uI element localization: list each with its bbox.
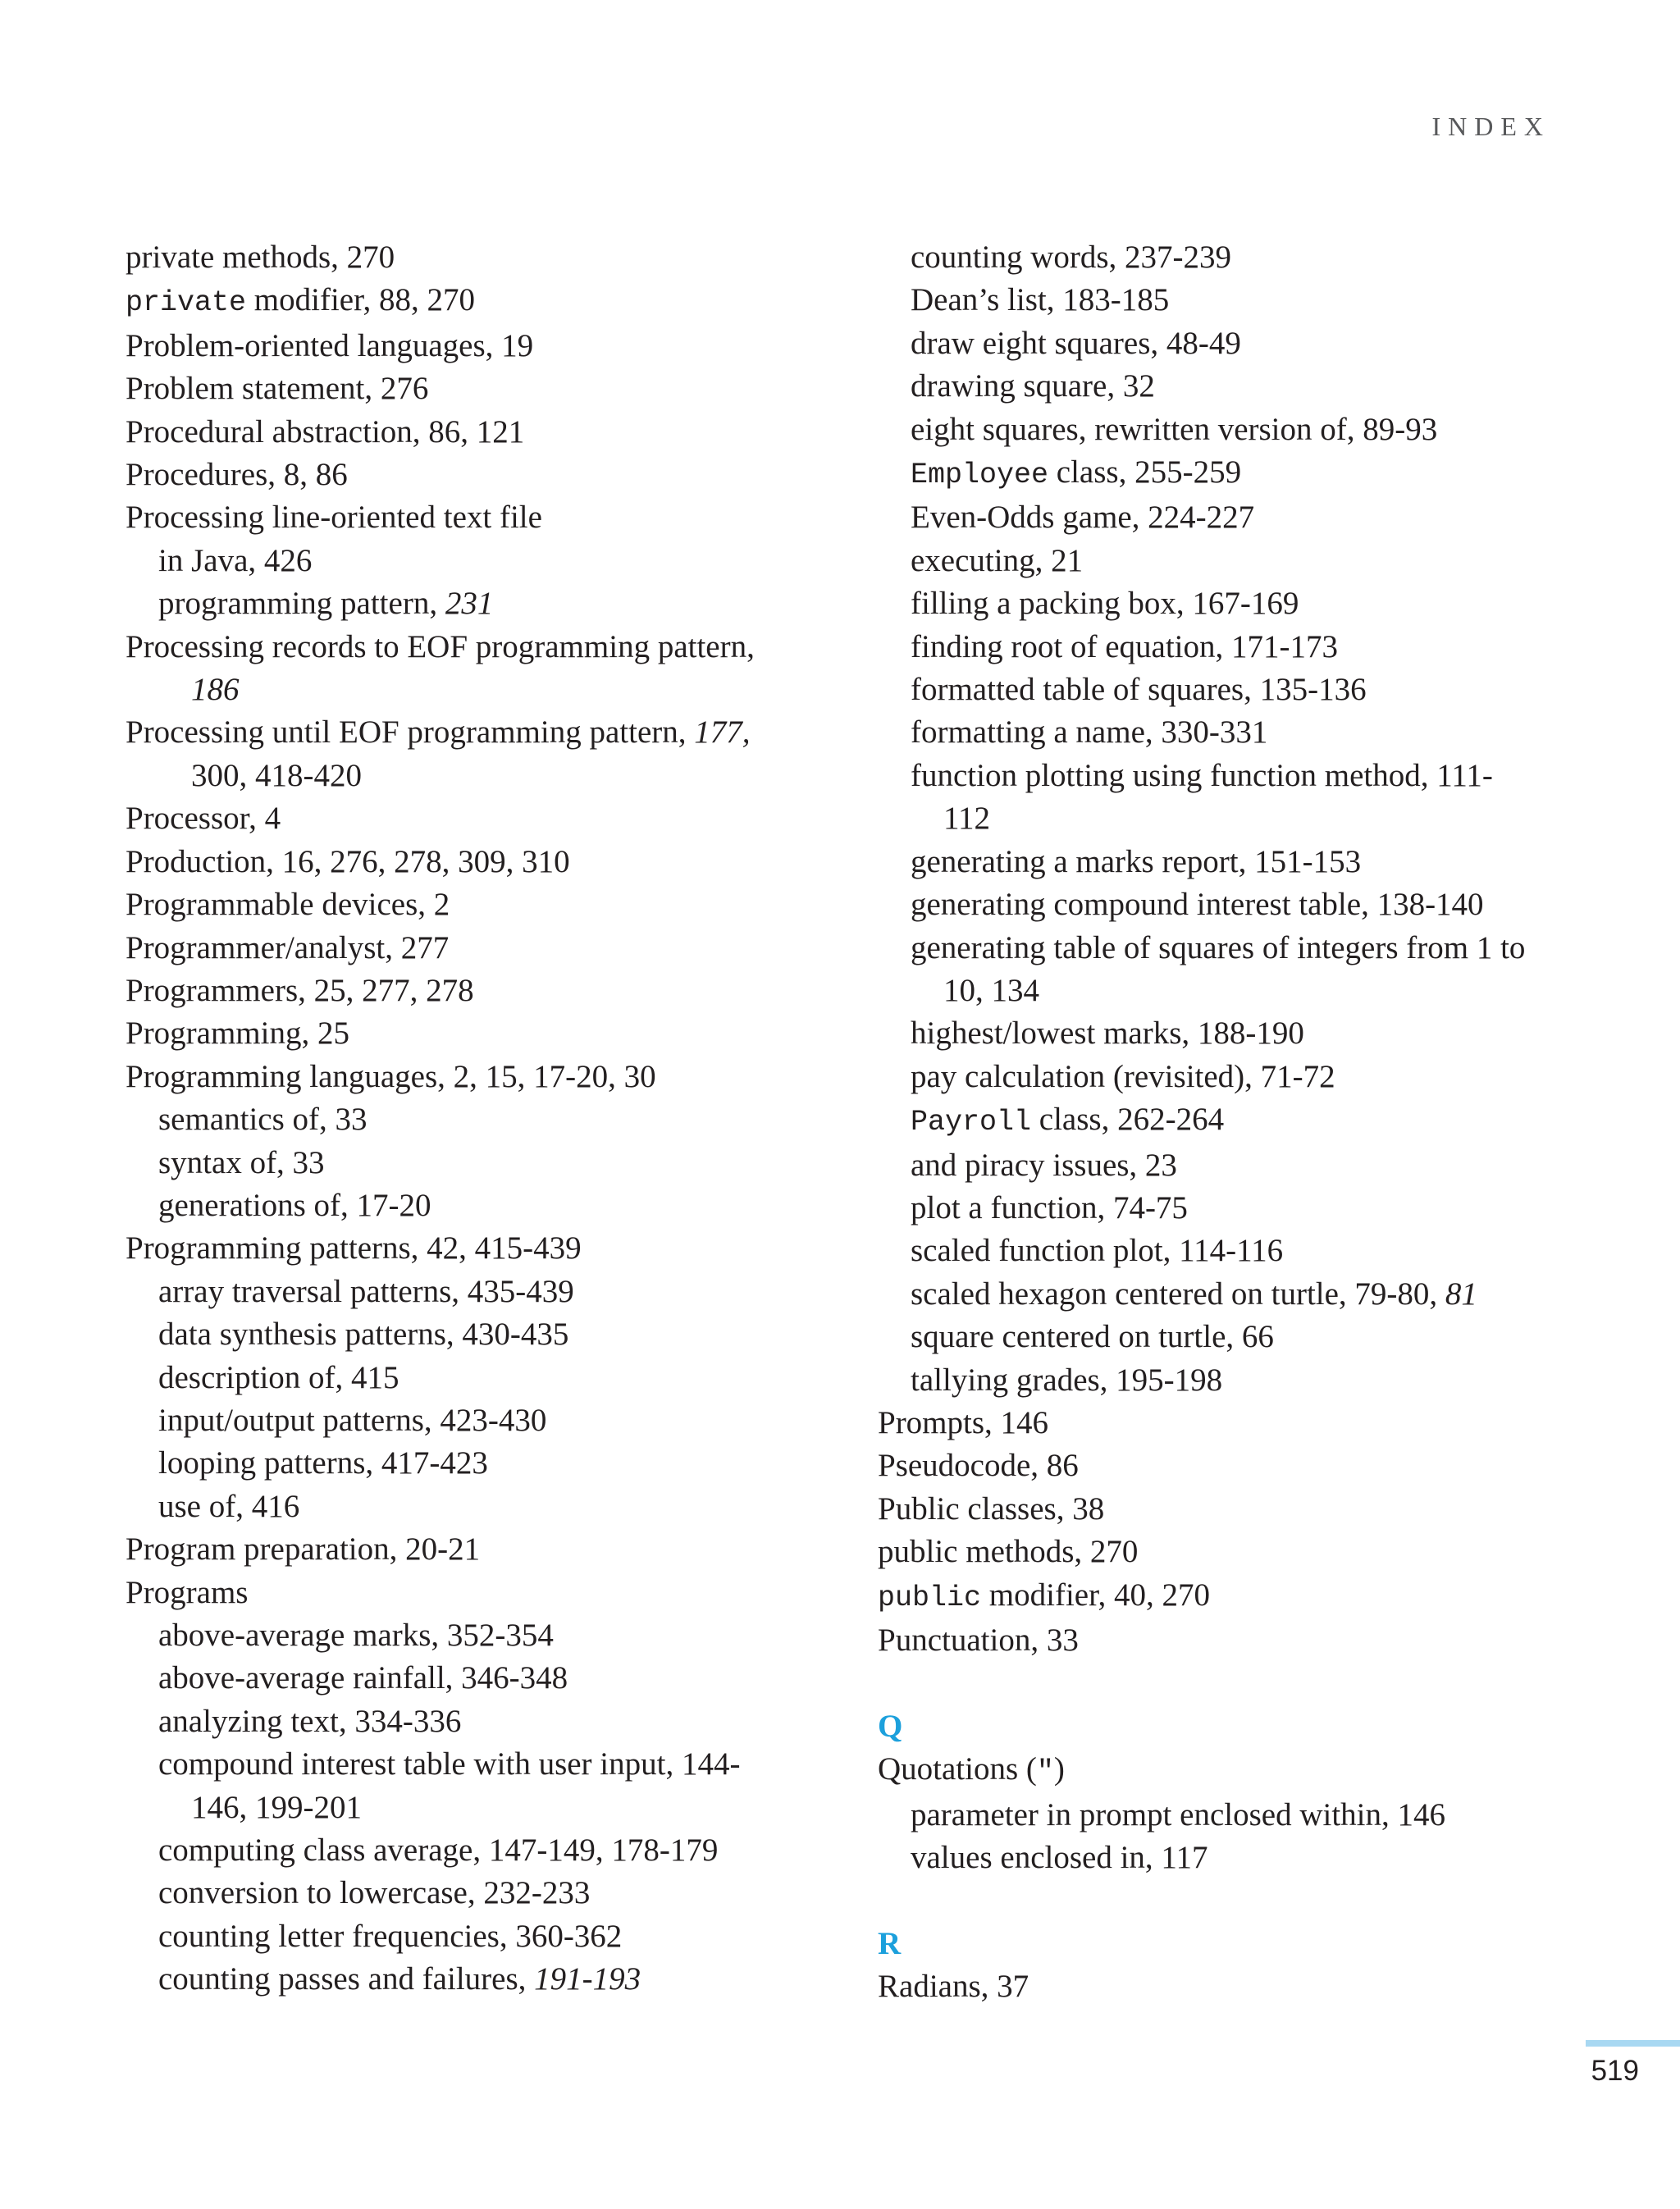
- entry-text: above-average rainfall, 346-348: [158, 1660, 568, 1696]
- index-continuation: [126, 755, 864, 797]
- entry-text: Procedures, 8, 86: [126, 457, 348, 493]
- entry-text: use of, 416: [158, 1488, 300, 1524]
- index-entry: [126, 236, 864, 279]
- index-subentry: [878, 669, 1575, 711]
- entry-text: Programming, 25: [126, 1016, 349, 1052]
- entry-text: scaled hexagon centered on turtle, 79-80,: [911, 1276, 1445, 1312]
- entry-text: finding root of equation, 171-173: [911, 628, 1338, 664]
- entry-text: Programmers, 25, 277, 278: [126, 972, 474, 1008]
- entry-text: Programmable devices, 2: [126, 887, 450, 923]
- index-subentry: [878, 1837, 1575, 1879]
- italic-page-ref: 177,: [694, 714, 751, 751]
- index-subentry: [126, 1872, 864, 1915]
- entry-text: Processor, 4: [126, 801, 281, 837]
- entry-text: Programs: [126, 1574, 249, 1610]
- index-subentry: [878, 1012, 1575, 1055]
- index-subentry: [126, 1743, 864, 1786]
- italic-page-ref: 231: [445, 586, 494, 622]
- index-subentry: [126, 540, 864, 582]
- index-subentry: [126, 1614, 864, 1657]
- entry-text: data synthesis patterns, 430-435: [158, 1317, 569, 1353]
- italic-page-ref: 191-193: [534, 1961, 641, 1997]
- index-subentry: [878, 582, 1575, 625]
- index-entry: [126, 970, 864, 1012]
- index-subentry: [126, 1829, 864, 1872]
- index-subentry: [878, 1187, 1575, 1230]
- index-entry: [878, 1445, 1575, 1487]
- entry-text: generations of, 17-20: [158, 1187, 431, 1223]
- italic-page-ref: 186: [191, 672, 240, 708]
- index-subentry: [878, 711, 1575, 754]
- running-head: INDEX: [1431, 112, 1550, 141]
- index-subentry: [878, 1230, 1575, 1272]
- entry-text: drawing square, 32: [911, 368, 1155, 404]
- index-subentry: [126, 1657, 864, 1700]
- index-continuation: [878, 970, 1575, 1012]
- entry-text: Programming languages, 2, 15, 17-20, 30: [126, 1058, 656, 1094]
- code-term: ": [1036, 1755, 1054, 1789]
- entry-text: Problem statement, 276: [126, 371, 429, 407]
- section-letter: R: [878, 1925, 902, 1961]
- code-term: Employee: [911, 459, 1049, 492]
- entry-text: input/output patterns, 423-430: [158, 1402, 547, 1438]
- index-subentry: [878, 496, 1575, 539]
- index-entry: [878, 1531, 1575, 1573]
- entry-text: Procedural abstraction, 86, 121: [126, 413, 525, 450]
- entry-text: computing class average, 147-149, 178-179: [158, 1832, 719, 1869]
- entry-text: modifier, 88, 270: [246, 282, 476, 318]
- entry-text: generating table of squares of integers from 1 to: [911, 929, 1526, 965]
- entry-text: Even-Odds game, 224-227: [911, 500, 1255, 536]
- index-subentry: [878, 408, 1575, 451]
- index-subentry: [878, 279, 1575, 322]
- index-entry: [126, 1056, 864, 1098]
- index-subentry: [878, 1359, 1575, 1402]
- entry-text: 10, 134: [943, 972, 1039, 1008]
- entry-text: eight squares, rewritten version of, 89-93: [911, 411, 1438, 447]
- index-subentry: [878, 365, 1575, 408]
- index-subentry: [878, 1056, 1575, 1098]
- index-entry: [126, 1528, 864, 1571]
- index-entry: [126, 367, 864, 410]
- index-subentry: [878, 841, 1575, 883]
- index-subentry: [878, 1794, 1575, 1837]
- code-term: public: [878, 1581, 982, 1614]
- entry-text: description of, 415: [158, 1359, 399, 1395]
- entry-text: Dean’s list, 183-185: [911, 282, 1170, 318]
- index-entry: [878, 1574, 1575, 1619]
- index-subentry: [878, 451, 1575, 496]
- entry-text: programming pattern,: [158, 586, 445, 622]
- entry-text: 300, 418-420: [191, 757, 362, 793]
- entry-text: class, 262-264: [1031, 1102, 1225, 1138]
- index-subentry: [126, 1271, 864, 1313]
- entry-text: executing, 21: [911, 542, 1084, 578]
- entry-text: pay calculation (revisited), 71-72: [911, 1058, 1335, 1094]
- entry-text: filling a packing box, 167-169: [911, 586, 1299, 622]
- code-term: private: [126, 286, 247, 320]
- index-entry: [878, 1619, 1575, 1662]
- entry-text: class, 255-259: [1048, 454, 1242, 491]
- entry-text: Production, 16, 276, 278, 309, 310: [126, 843, 570, 879]
- index-column-left: [126, 236, 864, 2001]
- entry-text: Processing line-oriented text file: [126, 500, 542, 536]
- page-number: 519: [1591, 2055, 1639, 2087]
- entry-text: looping patterns, 417-423: [158, 1445, 488, 1481]
- entry-text: 112: [943, 801, 991, 837]
- index-subentry: [878, 236, 1575, 279]
- entry-text: function plotting using function method, 111-: [911, 757, 1493, 793]
- index-entry: [126, 496, 864, 539]
- index-subentry: [878, 626, 1575, 669]
- entry-text: counting passes and failures,: [158, 1961, 535, 1997]
- entry-text: draw eight squares, 48-49: [911, 325, 1241, 361]
- index-subentry: [126, 1915, 864, 1958]
- index-entry: [126, 454, 864, 496]
- index-entry: [126, 1572, 864, 1614]
- entry-text: tallying grades, 195-198: [911, 1362, 1223, 1398]
- index-subentry: [126, 1313, 864, 1356]
- entry-text: highest/lowest marks, 188-190: [911, 1016, 1304, 1052]
- entry-text: public methods, 270: [878, 1534, 1139, 1570]
- index-subentry: [126, 1442, 864, 1485]
- index-entry: [126, 927, 864, 970]
- entry-text: counting letter frequencies, 360-362: [158, 1918, 623, 1954]
- entry-text: parameter in prompt enclosed within, 146: [911, 1796, 1445, 1832]
- index-continuation: [126, 669, 864, 711]
- entry-text: Pseudocode, 86: [878, 1448, 1079, 1484]
- index-entry: [126, 883, 864, 926]
- index-subentry: [878, 540, 1575, 582]
- entry-text: Public classes, 38: [878, 1490, 1105, 1527]
- index-subentry: [126, 1142, 864, 1184]
- section-letter: Q: [878, 1708, 903, 1744]
- entry-text: generating compound interest table, 138-140: [911, 887, 1484, 923]
- index-entry: [126, 325, 864, 367]
- index-entry: [878, 1488, 1575, 1531]
- index-entry: [126, 1012, 864, 1055]
- entry-text: square centered on turtle, 66: [911, 1319, 1274, 1355]
- entry-text: Programmer/analyst, 277: [126, 929, 450, 965]
- index-subentry: [878, 1273, 1575, 1316]
- index-subentry: [126, 1098, 864, 1141]
- index-subentry: [126, 1184, 864, 1227]
- index-entry: [126, 1227, 864, 1270]
- index-entry: [126, 411, 864, 454]
- index-subentry: [126, 1357, 864, 1399]
- index-subentry: [878, 322, 1575, 365]
- entry-text: syntax of, 33: [158, 1144, 325, 1180]
- entry-text: array traversal patterns, 435-439: [158, 1273, 574, 1309]
- entry-text: Quotations (: [878, 1751, 1037, 1787]
- entry-text: Program preparation, 20-21: [126, 1531, 481, 1568]
- index-continuation: [878, 797, 1575, 840]
- entry-text: analyzing text, 334-336: [158, 1703, 462, 1739]
- index-subentry: [878, 927, 1575, 970]
- entry-text: conversion to lowercase, 232-233: [158, 1875, 591, 1911]
- entry-text: in Java, 426: [158, 542, 313, 578]
- index-subentry: [878, 1098, 1575, 1143]
- entry-text: Prompts, 146: [878, 1404, 1049, 1440]
- entry-text: Problem-oriented languages, 19: [126, 327, 534, 363]
- index-subentry: [126, 582, 864, 625]
- index-entry: [878, 1402, 1575, 1445]
- index-subentry: [878, 1316, 1575, 1358]
- entry-text: Processing records to EOF programming pattern,: [126, 628, 755, 664]
- entry-text: ): [1053, 1751, 1065, 1787]
- code-term: Payroll: [911, 1106, 1032, 1139]
- entry-text: and piracy issues, 23: [911, 1147, 1177, 1183]
- section-gap: [878, 1879, 1575, 1922]
- index-entry: [126, 626, 864, 669]
- entry-text: counting words, 237-239: [911, 240, 1232, 275]
- entry-text: Processing until EOF programming pattern,: [126, 714, 695, 751]
- entry-text: plot a function, 74-75: [911, 1189, 1188, 1225]
- entry-text: Punctuation, 33: [878, 1623, 1079, 1658]
- entry-text: compound interest table with user input, 144-: [158, 1746, 741, 1782]
- italic-page-ref: 81: [1445, 1276, 1477, 1312]
- entry-text: formatting a name, 330-331: [911, 714, 1268, 751]
- entry-text: Programming patterns, 42, 415-439: [126, 1230, 582, 1267]
- entry-text: above-average marks, 352-354: [158, 1618, 554, 1653]
- index-subentry: [126, 1486, 864, 1528]
- index-entry: [878, 1748, 1575, 1793]
- index-entry: [126, 797, 864, 840]
- entry-text: generating a marks report, 151-153: [911, 843, 1362, 879]
- index-entry: [126, 279, 864, 324]
- index-subentry: [878, 1144, 1575, 1187]
- index-column-right: [878, 236, 1575, 2009]
- entry-text: private methods, 270: [126, 240, 395, 275]
- index-subentry: [126, 1700, 864, 1743]
- index-continuation: [126, 1787, 864, 1829]
- page-number-rule: [1586, 2040, 1680, 2047]
- entry-text: Radians, 37: [878, 1969, 1029, 2005]
- entry-text: semantics of, 33: [158, 1102, 368, 1138]
- section-gap: [878, 1662, 1575, 1705]
- index-subentry: [878, 883, 1575, 926]
- entry-text: 146, 199-201: [191, 1789, 362, 1825]
- index-subentry: [126, 1958, 864, 2001]
- index-entry: [878, 1965, 1575, 2008]
- entry-text: scaled function plot, 114-116: [911, 1233, 1284, 1269]
- index-entry: [126, 841, 864, 883]
- entry-text: formatted table of squares, 135-136: [911, 672, 1367, 708]
- entry-text: values enclosed in, 117: [911, 1840, 1208, 1876]
- index-subentry: [126, 1399, 864, 1442]
- index-subentry: [878, 755, 1575, 797]
- index-entry: [126, 711, 864, 754]
- entry-text: modifier, 40, 270: [981, 1577, 1211, 1613]
